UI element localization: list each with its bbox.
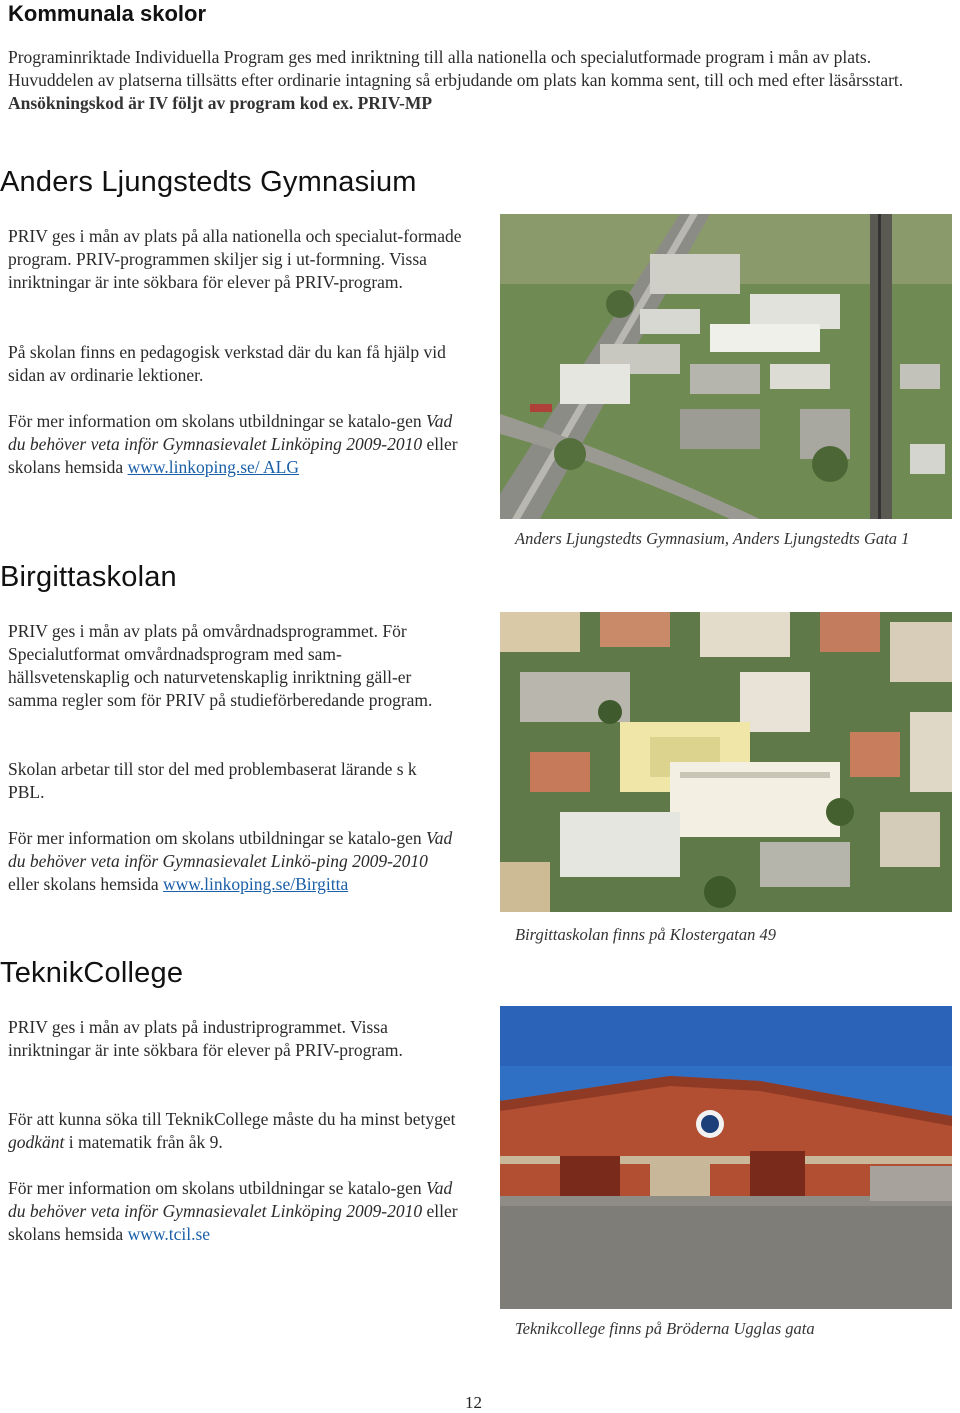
teknik-website-link[interactable]: www.tcil.se <box>127 1224 211 1244</box>
teknik-building-photo <box>500 1006 952 1309</box>
alg-paragraph-3: För mer information om skolans utbildningar se katalo-gen Vad du behöver veta inför Gymnasievalet Linköping 2009-2010 eller skolans hemsida www.linkoping.se/ ALG <box>8 411 458 477</box>
school-title-birgitta: Birgittaskolan <box>0 561 177 593</box>
birgitta-paragraph-3: För mer information om skolans utbildningar se katalo-gen Vad du behöver veta inför Gymnasievalet Linkö-ping 2009-2010 eller skolans hemsida www.linkoping.se/Birgitta <box>8 828 453 894</box>
school-title-teknik: TeknikCollege <box>0 957 184 989</box>
alg-paragraph-2: På skolan finns en pedagogisk verkstad där du kan få hjälp vid sidan av ordinarie lektioner. <box>8 342 446 385</box>
alg-website-link[interactable]: www.linkoping.se/ ALG <box>127 457 300 477</box>
school-title-alg: Anders Ljungstedts Gymnasium <box>0 166 417 198</box>
birgitta-paragraph-1: PRIV ges i mån av plats på omvårdnadsprogrammet. För Specialutformat omvårdnadsprogram med sam-hällsvetenskaplig och naturvetenskaplig inriktning gäll-er samma regler som för PRIV på studieförberedande program. <box>8 621 433 710</box>
teknik-paragraph-1: PRIV ges i mån av plats på industriprogrammet. Vissa inriktningar är inte sökbara för elever på PRIV-program. <box>8 1017 403 1060</box>
alg-paragraph-1: PRIV ges i mån av plats på alla nationella och specialut-formade program. PRIV-programmen skiljer sig i ut-formning. Vissa inriktningar är inte sökbara för elever på PRIV-program. <box>8 226 462 292</box>
teknik-paragraph-2: För att kunna söka till TeknikCollege måste du ha minst betyget godkänt i matematik från åk 9. <box>8 1109 456 1152</box>
alg-aerial-photo <box>500 214 952 519</box>
teknik-photo-caption: Teknikcollege finns på Bröderna Ugglas gata <box>515 1319 815 1338</box>
application-code-note: Ansökningskod är IV följt av program kod ex. PRIV-MP <box>8 93 433 113</box>
section-title-kommunala: Kommunala skolor <box>8 1 207 26</box>
birgitta-paragraph-2: Skolan arbetar till stor del med problembaserat lärande s k PBL. <box>8 759 417 802</box>
intro-paragraph: Programinriktade Individuella Program ges med inriktning till alla nationella och specialutformade program i mån av plats. Huvuddelen av platserna tillsätts efter ordinarie intagning så erbjudande om plats kan komma sent, till och med efter läsårsstart. Ansökningskod är IV följt av program kod ex. PRIV-MP <box>8 47 904 113</box>
teknik-paragraph-3: För mer information om skolans utbildningar se katalo-gen Vad du behöver veta inför Gymnasievalet Linköping 2009-2010 eller skolans hemsida www.tcil.se <box>8 1178 458 1244</box>
alg-photo-caption: Anders Ljungstedts Gymnasium, Anders Ljungstedts Gata 1 <box>515 529 910 548</box>
birgitta-website-link[interactable]: www.linkoping.se/Birgitta <box>163 874 349 894</box>
birgitta-aerial-photo <box>500 612 952 912</box>
page-number: 12 <box>465 1393 482 1412</box>
birgitta-photo-caption: Birgittaskolan finns på Klostergatan 49 <box>515 925 776 944</box>
